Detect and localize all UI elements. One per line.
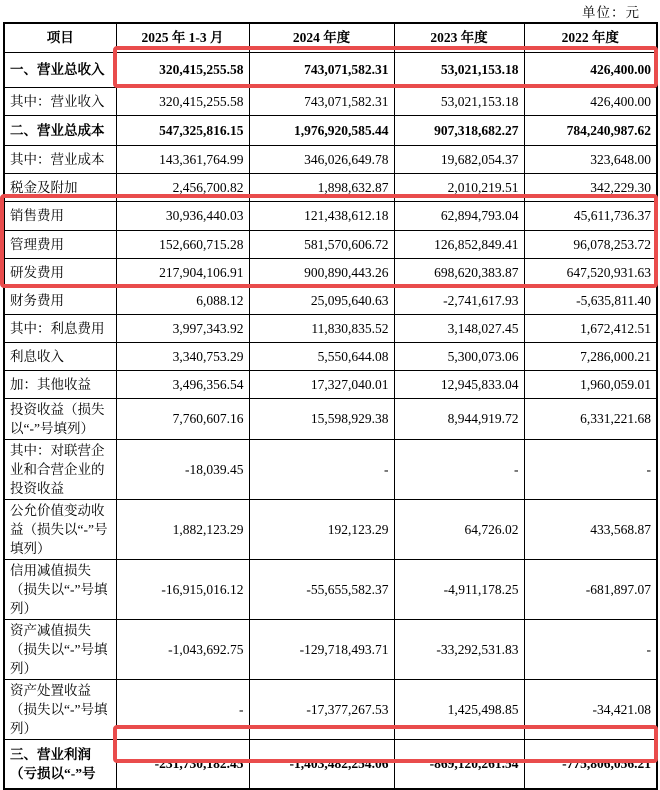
row-value: 5,550,644.08 <box>249 342 394 370</box>
row-value: 581,570,606.72 <box>249 230 394 258</box>
row-value: -869,120,261.54 <box>394 739 524 789</box>
row-value: 143,361,764.99 <box>116 145 249 173</box>
row-value: 1,672,412.51 <box>524 314 657 342</box>
row-value: 30,936,440.03 <box>116 201 249 230</box>
row-label: 三、营业利润（亏损以“-”号 <box>4 739 116 789</box>
table-row-admin-expenses <box>4 230 657 258</box>
row-value: 152,660,715.28 <box>116 230 249 258</box>
row-value: -231,730,182.45 <box>116 739 249 789</box>
row-value: -2,741,617.93 <box>394 286 524 314</box>
table-row-investment-income <box>4 398 657 439</box>
row-value: -1,043,692.75 <box>116 619 249 679</box>
row-value: 192,123.29 <box>249 499 394 559</box>
table-row-interest-income <box>4 342 657 370</box>
row-value: -33,292,531.83 <box>394 619 524 679</box>
row-label: 研发费用 <box>4 258 116 286</box>
table-row-fair-value-gains <box>4 499 657 559</box>
row-value: 8,944,919.72 <box>394 398 524 439</box>
table-row-finance-expenses <box>4 286 657 314</box>
row-label: 销售费用 <box>4 201 116 230</box>
table-row-total-cost <box>4 115 657 145</box>
table-row-rd-expenses <box>4 258 657 286</box>
table-row-jv-investment-income <box>4 439 657 499</box>
row-value: 64,726.02 <box>394 499 524 559</box>
col-header-2024: 2024 年度 <box>249 23 394 52</box>
col-header-2023: 2023 年度 <box>394 23 524 52</box>
table-row-operating-revenue <box>4 87 657 115</box>
row-value: - <box>394 439 524 499</box>
table-row-taxes <box>4 173 657 201</box>
row-label: 税金及附加 <box>4 173 116 201</box>
row-value: 53,021,153.18 <box>394 52 524 87</box>
row-label: 资产减值损失（损失以“-”号填列） <box>4 619 116 679</box>
row-value: 698,620,383.87 <box>394 258 524 286</box>
col-header-item: 项目 <box>4 23 116 52</box>
row-label: 公允价值变动收益（损失以“-”号填列） <box>4 499 116 559</box>
row-value: - <box>524 619 657 679</box>
row-value: 5,300,073.06 <box>394 342 524 370</box>
row-value: -55,655,582.37 <box>249 559 394 619</box>
row-value: 96,078,253.72 <box>524 230 657 258</box>
row-value: 1,898,632.87 <box>249 173 394 201</box>
row-label: 其中：对联营企业和合营企业的投资收益 <box>4 439 116 499</box>
table-row-asset-disposal-income <box>4 679 657 739</box>
row-value: 7,760,607.16 <box>116 398 249 439</box>
row-label: 管理费用 <box>4 230 116 258</box>
row-value: 426,400.00 <box>524 52 657 87</box>
row-value: 25,095,640.63 <box>249 286 394 314</box>
row-value: -681,897.07 <box>524 559 657 619</box>
row-label: 加：其他收益 <box>4 370 116 398</box>
row-value: 45,611,736.37 <box>524 201 657 230</box>
row-value: 217,904,106.91 <box>116 258 249 286</box>
row-value: - <box>116 679 249 739</box>
row-value: - <box>249 439 394 499</box>
row-value: 907,318,682.27 <box>394 115 524 145</box>
row-value: 19,682,054.37 <box>394 145 524 173</box>
row-value: 3,148,027.45 <box>394 314 524 342</box>
row-label: 资产处置收益（损失以“-”号填列） <box>4 679 116 739</box>
row-label: 信用减值损失（损失以“-”号填列） <box>4 559 116 619</box>
row-value: 547,325,816.15 <box>116 115 249 145</box>
row-value: -5,635,811.40 <box>524 286 657 314</box>
row-value: -129,718,493.71 <box>249 619 394 679</box>
header-row <box>4 23 657 52</box>
table-row-operating-cost <box>4 145 657 173</box>
row-value: 426,400.00 <box>524 87 657 115</box>
row-value: -16,915,016.12 <box>116 559 249 619</box>
row-value: 11,830,835.52 <box>249 314 394 342</box>
unit-label: 单位：元 <box>582 5 640 20</box>
row-label: 投资收益（损失以“-”号填列） <box>4 398 116 439</box>
row-value: 3,496,356.54 <box>116 370 249 398</box>
row-value: 2,456,700.82 <box>116 173 249 201</box>
row-value: 433,568.87 <box>524 499 657 559</box>
row-label: 其中：利息费用 <box>4 314 116 342</box>
row-value: -18,039.45 <box>116 439 249 499</box>
row-value: 342,229.30 <box>524 173 657 201</box>
row-label: 其中：营业成本 <box>4 145 116 173</box>
row-value: 53,021,153.18 <box>394 87 524 115</box>
table-row-selling-expenses <box>4 201 657 230</box>
row-value: 6,331,221.68 <box>524 398 657 439</box>
row-value: 1,960,059.01 <box>524 370 657 398</box>
row-value: 17,327,040.01 <box>249 370 394 398</box>
row-value: 320,415,255.58 <box>116 87 249 115</box>
row-value: -775,806,056.21 <box>524 739 657 789</box>
row-value: 12,945,833.04 <box>394 370 524 398</box>
row-value: 346,026,649.78 <box>249 145 394 173</box>
row-value: 7,286,000.21 <box>524 342 657 370</box>
row-value: 6,088.12 <box>116 286 249 314</box>
row-value: 647,520,931.63 <box>524 258 657 286</box>
row-value: 743,071,582.31 <box>249 52 394 87</box>
row-label: 其中：营业收入 <box>4 87 116 115</box>
income-statement-table <box>3 22 658 790</box>
col-header-2025q1: 2025 年 1-3 月 <box>116 23 249 52</box>
row-value: -17,377,267.53 <box>249 679 394 739</box>
row-value: 3,340,753.29 <box>116 342 249 370</box>
row-value: 320,415,255.58 <box>116 52 249 87</box>
row-value: 3,997,343.92 <box>116 314 249 342</box>
row-value: 743,071,582.31 <box>249 87 394 115</box>
row-label: 二、营业总成本 <box>4 115 116 145</box>
col-header-2022: 2022 年度 <box>524 23 657 52</box>
row-value: 784,240,987.62 <box>524 115 657 145</box>
row-value: 126,852,849.41 <box>394 230 524 258</box>
table-row-operating-profit <box>4 739 657 789</box>
row-value: 1,425,498.85 <box>394 679 524 739</box>
row-label: 财务费用 <box>4 286 116 314</box>
row-value: -34,421.08 <box>524 679 657 739</box>
table-header <box>4 23 657 52</box>
row-value: - <box>524 439 657 499</box>
row-label: 一、营业总收入 <box>4 52 116 87</box>
table-body <box>4 52 657 789</box>
table-row-credit-impairment <box>4 559 657 619</box>
row-value: 15,598,929.38 <box>249 398 394 439</box>
row-value: 2,010,219.51 <box>394 173 524 201</box>
row-value: 62,894,793.04 <box>394 201 524 230</box>
table-row-interest-expense <box>4 314 657 342</box>
row-value: -1,403,482,254.06 <box>249 739 394 789</box>
table-row-total-revenue <box>4 52 657 87</box>
row-label: 利息收入 <box>4 342 116 370</box>
row-value: 121,438,612.18 <box>249 201 394 230</box>
row-value: 323,648.00 <box>524 145 657 173</box>
table-row-asset-impairment <box>4 619 657 679</box>
row-value: -4,911,178.25 <box>394 559 524 619</box>
row-value: 900,890,443.26 <box>249 258 394 286</box>
row-value: 1,976,920,585.44 <box>249 115 394 145</box>
table-row-other-income <box>4 370 657 398</box>
row-value: 1,882,123.29 <box>116 499 249 559</box>
